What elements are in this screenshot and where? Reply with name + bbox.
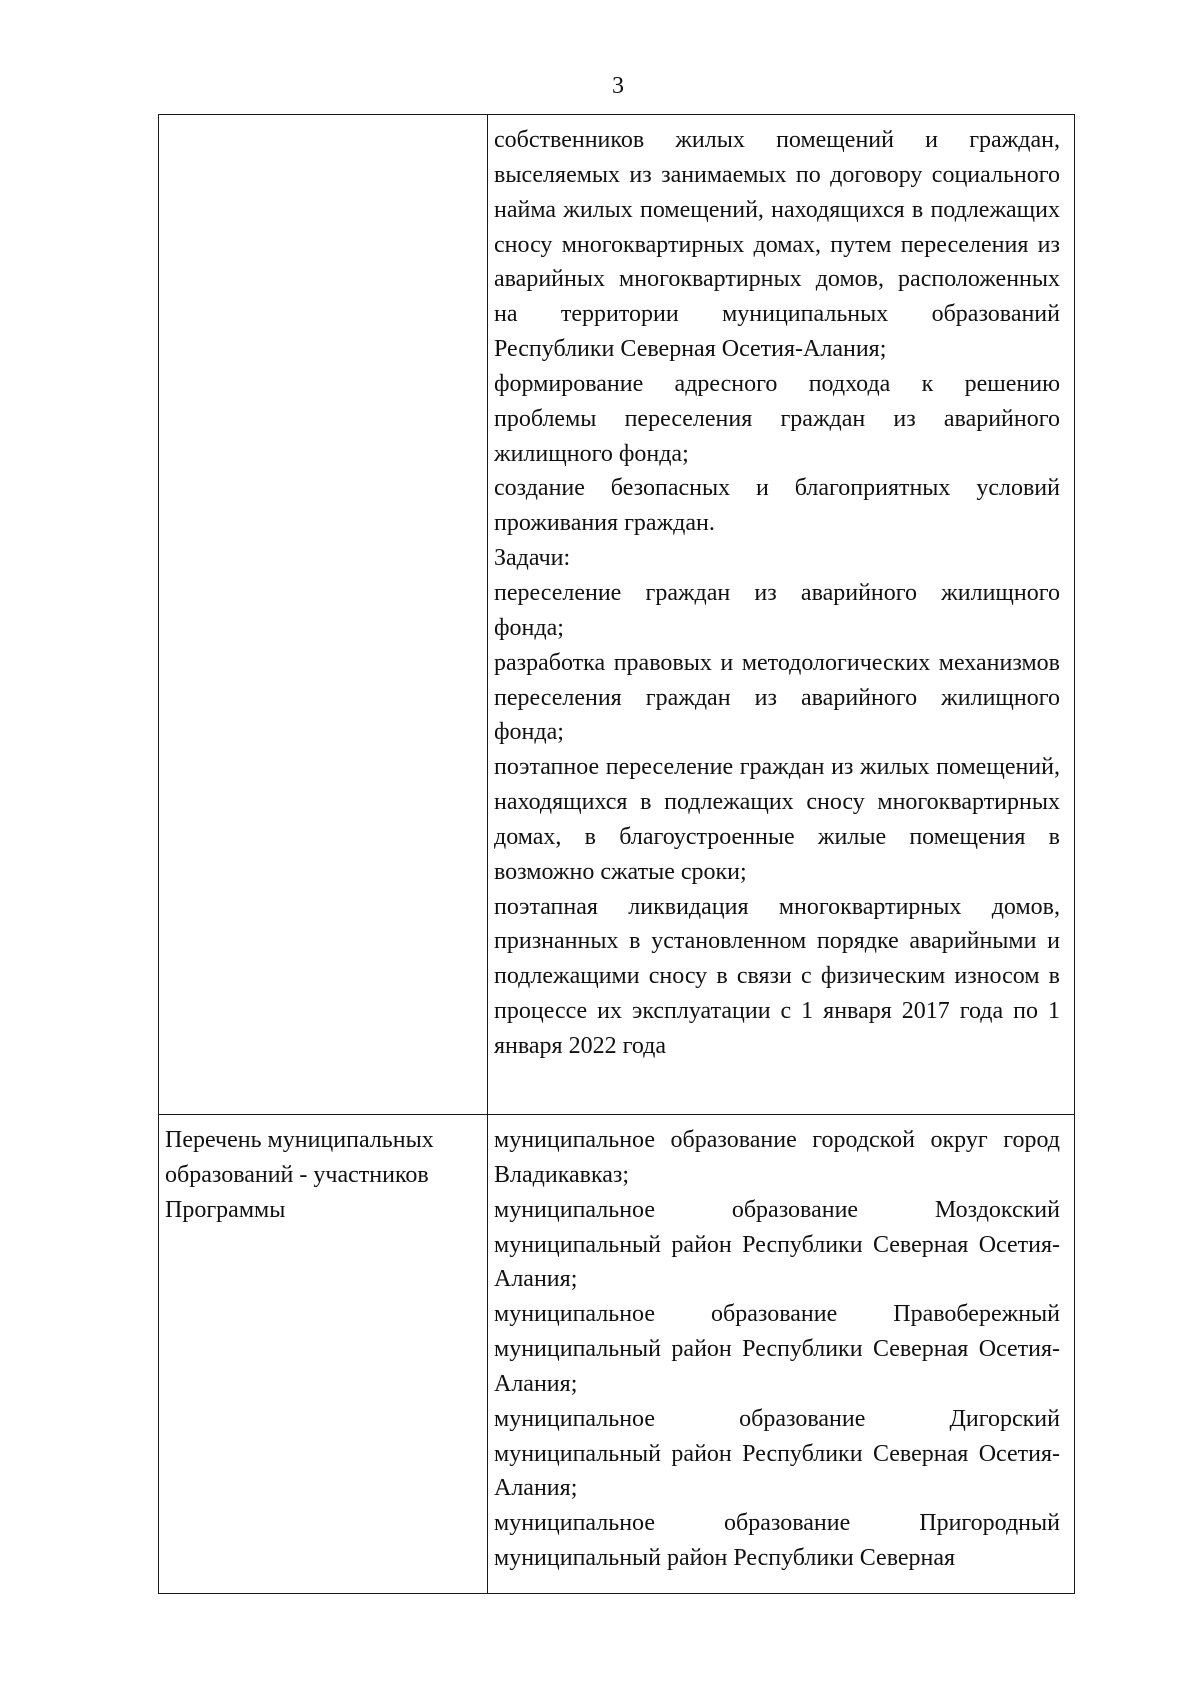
paragraph: создание безопасных и благоприятных условий проживания граждан. — [494, 475, 1060, 537]
paragraph: собственников жилых помещений и граждан, выселяемых из занимаемых по договору социального найма жилых помещений, находящихся в подлежащих сносу многоквартирных домах, путем переселения из аварийных многоквартирных домов, расположенных на территории муниципальных образований Республики Северная Осетия-Алания; — [494, 127, 1060, 363]
paragraph: муниципальное образование Моздокский муниципальный район Республики Северная Осетия-Алания; — [494, 1196, 1060, 1293]
paragraph: муниципальное образование городской округ город Владикавказ; — [494, 1127, 1060, 1188]
row-label: Перечень муниципальных образований - участников Программы — [165, 1127, 434, 1223]
paragraph: муниципальное образование Дигорский муниципальный район Республики Северная Осетия-Алания; — [494, 1405, 1060, 1502]
paragraph: разработка правовых и методологических механизмов переселения граждан из аварийного жилищного фонда; — [494, 649, 1060, 746]
paragraph: поэтапная ликвидация многоквартирных домов, признанных в установленном порядке аварийными и подлежащими сносу в связи с физическим износом в процессе их эксплуатации с 1 января 2017 года по 1 января 2022 года — [494, 893, 1060, 1059]
table-row-goals — [159, 115, 1075, 1115]
table-row-participants — [159, 1115, 1075, 1594]
paragraph: формирование адресного подхода к решению проблемы переселения граждан из аварийного жилищного фонда; — [494, 370, 1060, 467]
row-label-cell — [159, 115, 488, 1115]
paragraph: переселение граждан из аварийного жилищного фонда; — [494, 579, 1060, 641]
row-content-cell — [488, 115, 1075, 1115]
row-label-cell — [159, 1115, 488, 1594]
row-content-cell — [488, 1115, 1075, 1594]
paragraph: поэтапное переселение граждан из жилых помещений, находящихся в подлежащих сносу многоквартирных домах, в благоустроенные жилые помещения в возможно сжатые сроки; — [494, 754, 1060, 885]
paragraph: муниципальное образование Пригородный муниципальный район Республики Северная — [494, 1510, 1060, 1572]
paragraph: муниципальное образование Правобережный муниципальный район Республики Северная Осетия-Алания; — [494, 1301, 1060, 1397]
page-number: 3 — [612, 73, 624, 99]
program-passport-table — [158, 114, 1075, 1594]
paragraph: Задачи: — [494, 545, 571, 572]
